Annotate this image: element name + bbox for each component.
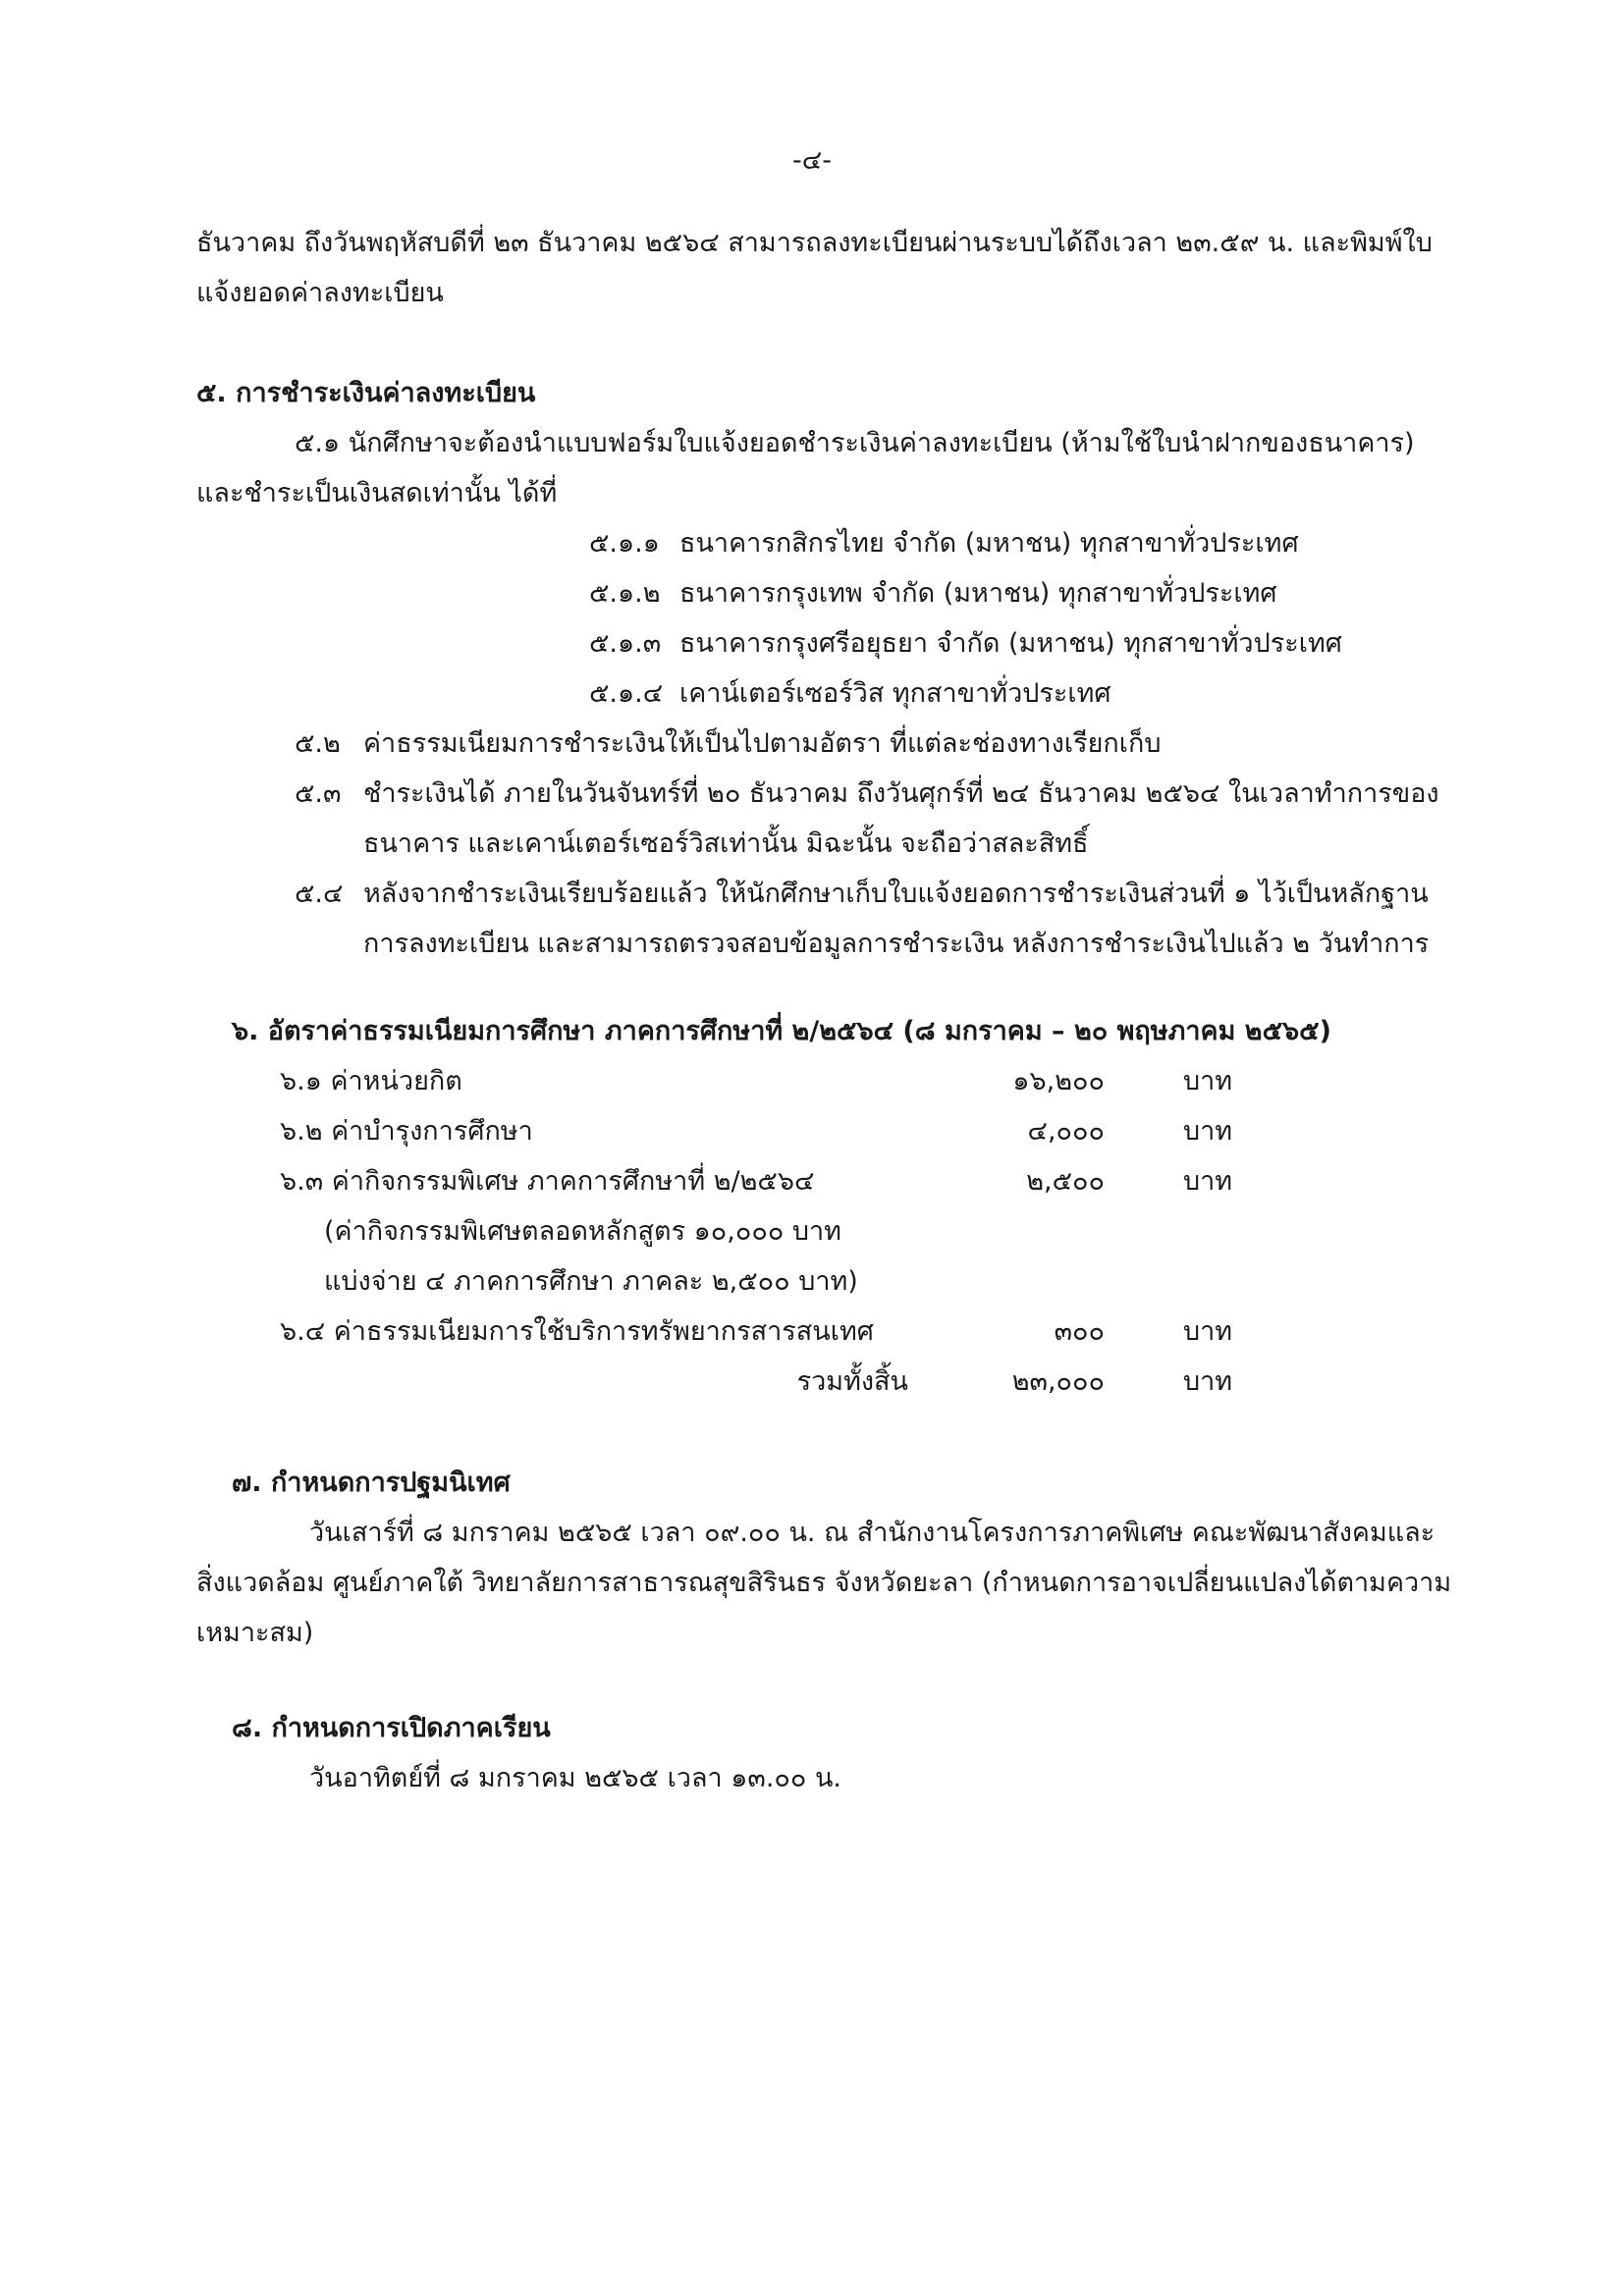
fee-amount: ๒,๕๐๐: [1026, 1166, 1105, 1197]
fee-label: ๖.๑ ค่าหน่วยกิต: [280, 1066, 462, 1096]
section-8-heading: ๘. กำหนดการเปิดภาคเรียน: [232, 1713, 551, 1743]
paragraph-5-4: [0, 869, 1473, 969]
section-5: [196, 368, 1473, 969]
bank-text: ธนาคารกสิกรไทย จำกัด (มหาชน) ทุกสาขาทั่วประเทศ: [679, 528, 1299, 559]
fee-label: ๖.๔ ค่าธรรมเนียมการใช้บริการทรัพยากรสารสนเทศ: [280, 1316, 874, 1347]
bank-list: [196, 518, 1473, 719]
list-item: [393, 618, 1473, 668]
section-5-heading: ๕. การชำระเงินค่าลงทะเบียน: [196, 378, 536, 408]
section-6: [196, 1006, 1473, 1407]
fee-unit: บาท: [1183, 1116, 1233, 1147]
bank-number: ๕.๑.๓: [589, 628, 662, 659]
fee-note-line-2: แบ่งจ่าย ๔ ภาคการศึกษา ภาคละ ๒,๕๐๐ บาท): [324, 1266, 858, 1297]
section-7: [196, 1458, 1473, 1658]
bank-text: ธนาคารกรุงเทพ จำกัด (มหาชน) ทุกสาขาทั่วประเทศ: [679, 578, 1277, 609]
list-item: [393, 518, 1473, 568]
bank-text: เคาน์เตอร์เซอร์วิส ทุกสาขาทั่วประเทศ: [679, 678, 1111, 709]
bank-number: ๕.๑.๑: [589, 528, 660, 559]
fee-unit: บาท: [1183, 1066, 1233, 1096]
fee-unit: บาท: [1183, 1316, 1233, 1347]
fee-amount: ๑๖,๒๐๐: [1012, 1066, 1105, 1096]
section-7-line-1: วันเสาร์ที่ ๘ มกราคม ๒๕๖๕ เวลา ๐๙.๐๐ น. ณ สำนักงานโครงการภาคพิเศษ คณะพัฒนาสังคมและ: [309, 1518, 1435, 1548]
page-number: -๔-: [792, 145, 832, 176]
list-item: [393, 668, 1473, 719]
paragraph-5-3-line-2: ธนาคาร และเคาน์เตอร์เซอร์วิสเท่านั้น มิฉะนั้น จะถือว่าสละสิทธิ์: [363, 828, 1089, 859]
bank-text: ธนาคารกรุงศรีอยุธยา จำกัด (มหาชน) ทุกสาขาทั่วประเทศ: [679, 628, 1342, 659]
paragraph-5-4-line-1: หลังจากชำระเงินเรียบร้อยแล้ว ให้นักศึกษาเก็บใบแจ้งยอดการชำระเงินส่วนที่ ๑ ไว้เป็นหลักฐาน: [363, 879, 1429, 909]
paragraph-5-4-number: ๕.๔: [295, 879, 344, 909]
fee-row: [196, 1056, 1473, 1106]
section-8: [196, 1703, 1473, 1803]
section-7-line-2: สิ่งแวดล้อม ศูนย์ภาคใต้ วิทยาลัยการสาธารณสุขสิรินธร จังหวัดยะลา (กำหนดการอาจเปลี่ยนแปลงได้ตามความ: [196, 1568, 1452, 1598]
fee-row: [196, 1106, 1473, 1156]
fee-note-line-1: (ค่ากิจกรรมพิเศษตลอดหลักสูตร ๑๐,๐๐๐ บาท: [324, 1216, 841, 1247]
total-unit: บาท: [1183, 1366, 1233, 1397]
intro-line-1: ธันวาคม ถึงวันพฤหัสบดีที่ ๒๓ ธันวาคม ๒๕๖๔ สามารถลงทะเบียนผ่านระบบได้ถึงเวลา ๒๓.๕๙ น. และพิมพ์ใบ: [196, 228, 1433, 258]
section-6-heading: ๖. อัตราค่าธรรมเนียมการศึกษา ภาคการศึกษาที่ ๒/๒๕๖๔ (๘ มกราคม – ๒๐ พฤษภาคม ๒๕๖๕): [232, 1016, 1331, 1046]
total-amount: ๒๓,๐๐๐: [1011, 1366, 1105, 1397]
total-label: รวมทั้งสิ้น: [796, 1366, 908, 1397]
bank-number: ๕.๑.๔: [589, 678, 664, 709]
section-8-line-1: วันอาทิตย์ที่ ๘ มกราคม ๒๕๖๕ เวลา ๑๓.๐๐ น.: [309, 1763, 842, 1793]
list-item: [393, 568, 1473, 618]
fee-row: [196, 1156, 1473, 1206]
section-7-heading: ๗. กำหนดการปฐมนิเทศ: [232, 1468, 511, 1498]
fee-row: [196, 1307, 1473, 1357]
fee-label: ๖.๒ ค่าบำรุงการศึกษา: [280, 1116, 533, 1147]
paragraph-5-4-line-2: การลงทะเบียน และสามารถตรวจสอบข้อมูลการชำระเงิน หลังการชำระเงินไปแล้ว ๒ วันทำการ: [363, 929, 1430, 959]
paragraph-5-2-text: ค่าธรรมเนียมการชำระเงินให้เป็นไปตามอัตรา ที่แต่ละช่องทางเรียกเก็บ: [363, 728, 1162, 759]
fee-amount: ๓๐๐: [1054, 1316, 1105, 1347]
intro-paragraph: [196, 218, 1473, 318]
paragraph-5-3-line-1: ชำระเงินได้ ภายในวันจันทร์ที่ ๒๐ ธันวาคม ถึงวันศุกร์ที่ ๒๔ ธันวาคม ๒๕๖๔ ในเวลาทำการของ: [363, 778, 1439, 809]
fee-amount: ๔,๐๐๐: [1027, 1116, 1105, 1147]
bank-number: ๕.๑.๒: [589, 578, 661, 609]
fee-unit: บาท: [1183, 1166, 1233, 1197]
paragraph-5-2: [0, 719, 1473, 769]
paragraph-5-2-number: ๕.๒: [295, 728, 341, 759]
paragraph-5-1-line-1: ๕.๑ นักศึกษาจะต้องนำแบบฟอร์มใบแจ้งยอดชำระเงินค่าลงทะเบียน (ห้ามใช้ใบนำฝากของธนาคาร): [295, 428, 1415, 458]
fee-label: ๖.๓ ค่ากิจกรรมพิเศษ ภาคการศึกษาที่ ๒/๒๕๖๔: [280, 1166, 815, 1197]
paragraph-5-3: [0, 769, 1473, 869]
paragraph-5-1-line-2: และชำระเป็นเงินสดเท่านั้น ได้ที่: [196, 478, 558, 508]
fee-total-row: [196, 1357, 1473, 1407]
intro-line-2: แจ้งยอดค่าลงทะเบียน: [196, 278, 444, 308]
paragraph-5-3-number: ๕.๓: [295, 778, 342, 809]
section-7-line-3: เหมาะสม): [196, 1618, 314, 1648]
